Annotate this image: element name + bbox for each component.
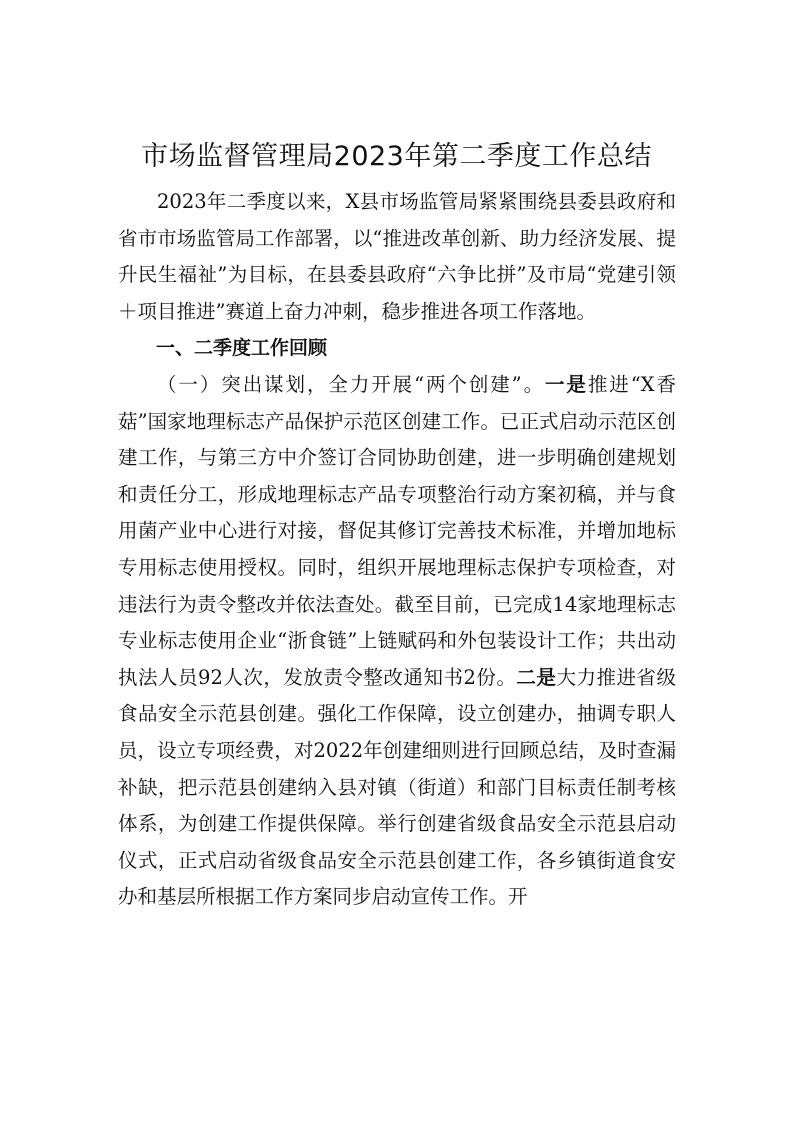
document-body — [118, 184, 676, 916]
subsection-heading: （一）突出谋划，全力开展“两个创建”。 — [157, 372, 545, 396]
item-lead-1: 一是 — [545, 372, 588, 396]
subsection-paragraph — [118, 367, 676, 916]
item-text-2: 大力推进省级食品安全示范县创建。强化工作保障，设立创建办，抽调专职人员，设立专项经费，对2022年创建细则进行回顾总结，及时查漏补缺，把示范县创建纳入县对镇（街道）和部门目标责任制考核体系，为创建工作提供保障。举行创建省级食品安全示范县启动仪式，正式启动省级食品安全示范县创建工作，各乡镇街道食安办和基层所根据工作方案同步启动宣传工作。开 — [118, 665, 676, 909]
section-heading: 一、二季度工作回顾 — [156, 337, 328, 360]
document-title: 市场监督管理局2023年第二季度工作总结 — [141, 141, 652, 172]
item-text-1: 推进“X香菇”国家地理标志产品保护示范区创建工作。已正式启动示范区创建工作，与第三方中介签订合同协助创建，进一步明确创建规划和责任分工，形成地理标志产品专项整治行动方案初稿，并与食用菌产业中心进行对接，督促其修订完善技术标准，并增加地标专用标志使用授权。同时，组织开展地理标志保护专项检查，对违法行为责令整改并依法查处。截至目前，已完成14家地理标志专业标志使用企业“浙食链”上链赋码和外包装设计工作；共出动执法人员92人次，发放责令整改通知书2份。 — [118, 372, 676, 689]
intro-paragraph: 2023年二季度以来，X县市场监管局紧紧围绕县委县政府和省市市场监管局工作部署，以“推进改革创新、助力经济发展、提升民生福祉”为目标，在县委县政府“六争比拼”及市局“党建引领＋项目推进”赛道上奋力冲刺，稳步推进各项工作落地。 — [118, 190, 676, 323]
item-lead-2: 二是 — [516, 665, 557, 689]
